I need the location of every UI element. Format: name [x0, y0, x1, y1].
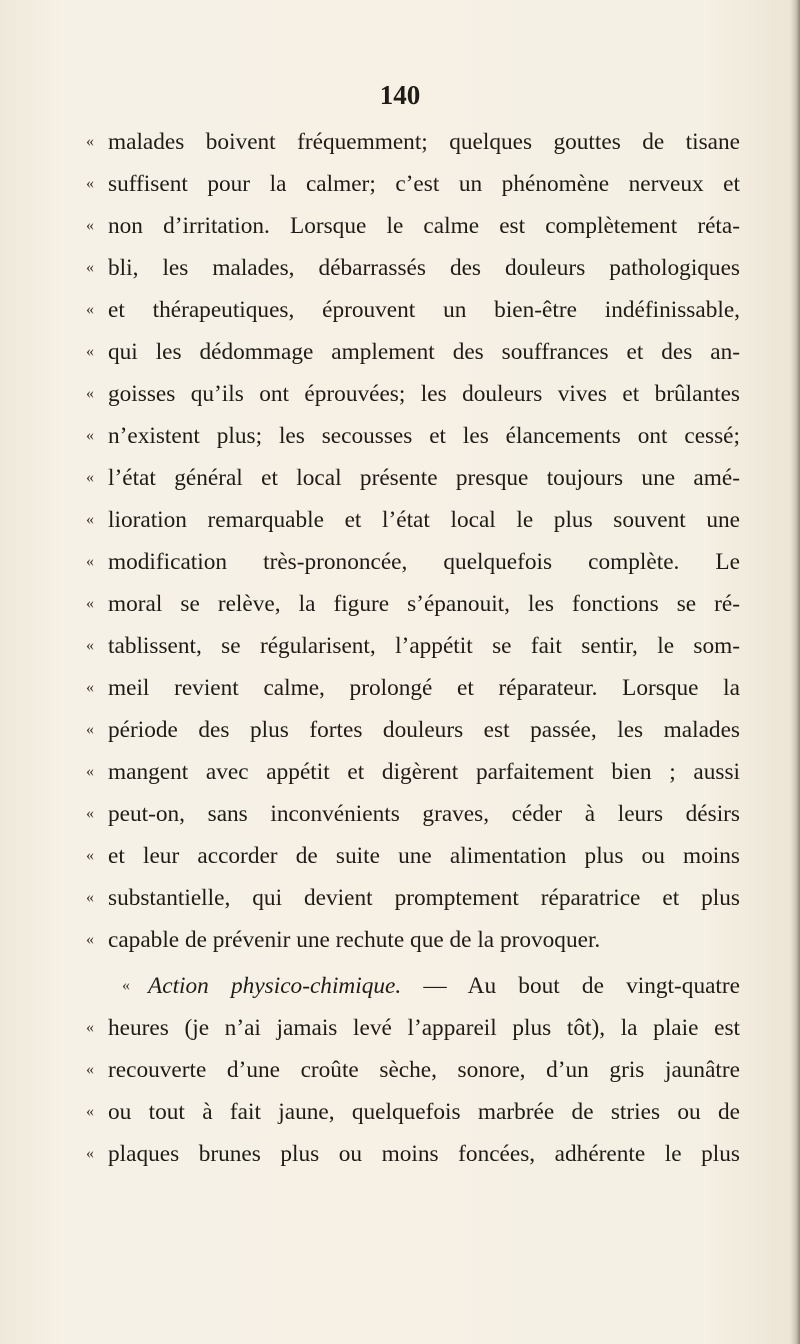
quote-mark: « [86, 595, 94, 612]
section-heading-rest: — Au bout de vingt-quatre [423, 973, 740, 999]
quote-mark: « [86, 469, 94, 486]
text-line: n’existent plus; les secousses et les élancements ont cessé; [108, 423, 740, 449]
quote-mark: « [86, 133, 94, 150]
quote-mark: « [86, 1061, 94, 1078]
section-heading: Action physico-chimique. [148, 973, 402, 999]
quote-mark: « [86, 385, 94, 402]
quote-mark: « [86, 1145, 94, 1162]
quote-mark: « [86, 931, 94, 948]
quote-mark: « [86, 679, 94, 696]
quote-mark: « [86, 1103, 94, 1120]
quote-mark: « [86, 427, 94, 444]
quote-mark: « [86, 301, 94, 318]
quote-mark: « [86, 889, 94, 906]
text-line: période des plus fortes douleurs est passée, les malades [108, 717, 740, 743]
quote-mark: « [86, 343, 94, 360]
quote-mark: « [86, 217, 94, 234]
quote-mark: « [122, 977, 130, 994]
text-line: et thérapeutiques, éprouvent un bien-être indéfinissable, [108, 297, 740, 323]
quote-mark: « [86, 637, 94, 654]
text-line: suffisent pour la calmer; c’est un phénomène nerveux et [108, 171, 740, 197]
text-line: ou tout à fait jaune, quelquefois marbrée de stries ou de [108, 1099, 740, 1125]
section-heading-line [148, 966, 740, 1006]
text-line: goisses qu’ils ont éprouvées; les douleurs vives et brûlantes [108, 381, 740, 407]
text-line: l’état général et local présente presque toujours une amé- [108, 465, 740, 491]
text-line: et leur accorder de suite une alimentation plus ou moins [108, 843, 740, 869]
text-line: non d’irritation. Lorsque le calme est complètement réta- [108, 213, 740, 239]
text-line: tablissent, se régularisent, l’appétit se fait sentir, le som- [108, 633, 740, 659]
text-line: moral se relève, la figure s’épanouit, les fonctions se ré- [108, 591, 740, 617]
text-line: bli, les malades, débarrassés des douleurs pathologiques [108, 255, 740, 281]
text-line: heures (je n’ai jamais levé l’appareil plus tôt), la plaie est [108, 1015, 740, 1041]
page-edge-shadow [790, 0, 800, 1344]
quote-mark: « [86, 1019, 94, 1036]
quote-mark: « [86, 259, 94, 276]
quote-mark: « [86, 175, 94, 192]
text-line: qui les dédommage amplement des souffrances et des an- [108, 339, 740, 365]
quote-mark: « [86, 805, 94, 822]
text-line: recouverte d’une croûte sèche, sonore, d’un gris jaunâtre [108, 1057, 740, 1083]
text-line: lioration remarquable et l’état local le plus souvent une [108, 507, 740, 533]
text-line: capable de prévenir une rechute que de la provoquer. [108, 927, 601, 953]
text-line: substantielle, qui devient promptement réparatrice et plus [108, 885, 740, 911]
text-line: peut-on, sans inconvénients graves, céder à leurs désirs [108, 801, 740, 827]
quote-mark: « [86, 763, 94, 780]
text-line: malades boivent fréquemment; quelques gouttes de tisane [108, 129, 740, 155]
text-line: modification très-prononcée, quelquefois complète. Le [108, 549, 740, 575]
text-line: plaques brunes plus ou moins foncées, adhérente le plus [108, 1141, 740, 1167]
quote-mark: « [86, 847, 94, 864]
quote-mark: « [86, 721, 94, 738]
text-line: mangent avec appétit et digèrent parfaitement bien ; aussi [108, 759, 740, 785]
page-number: 140 [379, 80, 421, 110]
quote-mark: « [86, 553, 94, 570]
text-line: meil revient calme, prolongé et réparateur. Lorsque la [108, 675, 740, 701]
quote-mark: « [86, 511, 94, 528]
